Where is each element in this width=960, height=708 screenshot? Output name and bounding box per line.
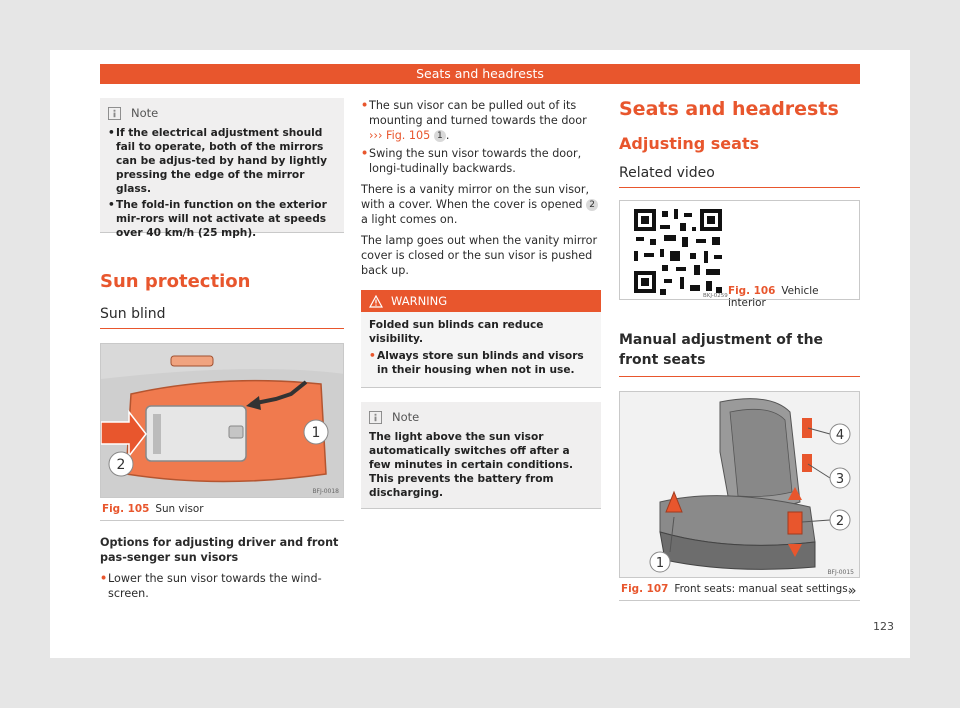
continue-mark: » <box>848 583 857 599</box>
callout-label: 3 <box>835 472 845 487</box>
callout-label: 2 <box>835 514 845 529</box>
bullet-item <box>361 98 601 143</box>
figure-front-seats <box>619 391 860 578</box>
note-label: Note <box>131 106 159 120</box>
running-header: Seats and headrests <box>100 64 860 84</box>
note-label: Note <box>392 410 420 424</box>
figure-caption <box>728 285 859 309</box>
section-subtitle: Sun blind <box>100 306 344 329</box>
info-icon <box>369 411 382 424</box>
figure-number: Fig. 106 <box>728 285 776 297</box>
chapter-title: Seats and headrests <box>619 98 839 120</box>
warning-text: Folded sun blinds can reduce visibility. <box>369 319 544 345</box>
section-title: Adjusting seats <box>619 134 760 153</box>
figure-caption <box>619 578 860 601</box>
warning-label: WARNING <box>391 294 448 308</box>
column-right <box>619 98 860 601</box>
bullet-item: • Lower the sun visor towards the wind-screen. <box>100 571 344 601</box>
column-middle <box>361 98 601 509</box>
section-title: Sun protection <box>100 271 251 292</box>
note-header <box>108 106 336 120</box>
manual-adjust-heading: Manual adjustment of the front seats <box>619 330 860 377</box>
callout-ref: 1 <box>434 130 446 142</box>
text-span: The sun visor can be pulled out of its mounting and turned towards the door <box>369 99 587 127</box>
note-box <box>100 98 344 239</box>
column-left <box>100 98 344 603</box>
info-icon <box>108 107 121 120</box>
figure-caption-text: Sun visor <box>155 503 204 515</box>
figure-caption-text: Front seats: manual seat settings. <box>674 583 851 595</box>
figure-number: Fig. 107 <box>621 583 669 595</box>
text-span: a light comes on. <box>361 213 458 226</box>
options-heading: Options for adjusting driver and front pas-senger sun visors <box>100 536 339 564</box>
seat-illustration <box>620 392 860 578</box>
paragraph <box>361 182 601 227</box>
related-video-heading: Related video <box>619 165 860 188</box>
note-item: • The fold-in function on the exterior mir-rors will not activate at speeds over 40 km/h (25 mph). <box>108 198 336 240</box>
callout-label: 1 <box>311 425 321 441</box>
callout-label: 1 <box>655 556 665 571</box>
text-span: . <box>445 129 450 142</box>
callout-label: 4 <box>835 428 845 443</box>
sun-visor-illustration <box>101 344 344 498</box>
callout-ref: 2 <box>586 199 598 211</box>
note-box <box>361 402 601 509</box>
figure-code: BFJ-0015 <box>827 569 854 576</box>
bullet-item: • Swing the sun visor towards the door, longi-tudinally backwards. <box>361 146 601 176</box>
qr-code-icon[interactable] <box>630 205 730 305</box>
figure-code: BFJ-0018 <box>312 488 339 495</box>
warning-bullet: • Always store sun blinds and visors in their housing when not in use. <box>369 349 593 377</box>
page-number: 123 <box>873 620 894 633</box>
warning-icon <box>369 295 383 308</box>
figure-caption <box>100 498 344 521</box>
callout-label: 2 <box>116 457 126 473</box>
figure-sun-visor <box>100 343 344 498</box>
warning-box <box>361 290 601 388</box>
note-item: • If the electrical adjustment should fail to operate, both of the mirrors can be adjus-ted by hand by lightly pressing the edge of the mirror glass. <box>108 126 336 196</box>
note-text: The light above the sun visor automatically switches off after a few minutes in certain conditions. This prevents the battery from discharging. <box>369 431 574 499</box>
text-span: There is a vanity mirror on the sun visor, with a cover. When the cover is opened <box>361 183 590 211</box>
figure-reference-link[interactable]: ››› Fig. 105 <box>369 129 431 142</box>
note-header <box>369 410 593 424</box>
figure-video <box>619 200 860 309</box>
figure-caption-text: Vehicle interior <box>728 285 819 309</box>
warning-header <box>361 290 601 312</box>
figure-code: BKJ-0259 <box>703 293 728 299</box>
paragraph: The lamp goes out when the vanity mirror cover is closed or the sun visor is pushed back up. <box>361 234 598 277</box>
figure-number: Fig. 105 <box>102 503 150 515</box>
